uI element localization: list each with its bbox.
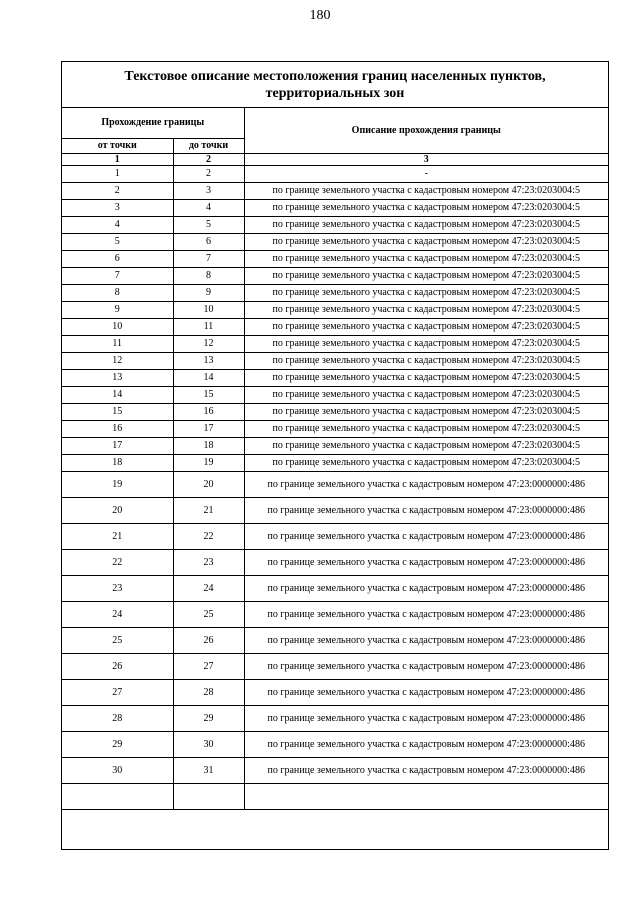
- to-point-cell: 20: [173, 471, 244, 497]
- table-row: [62, 386, 608, 403]
- description-cell: по границе земельного участка с кадастровым номером 47:23:0203004:5: [244, 301, 608, 318]
- description-cell: по границе земельного участка с кадастровым номером 47:23:0000000:486: [244, 575, 608, 601]
- to-point-cell: 17: [173, 420, 244, 437]
- to-point-cell: 26: [173, 627, 244, 653]
- description-cell: по границе земельного участка с кадастровым номером 47:23:0000000:486: [244, 653, 608, 679]
- to-point-cell: 25: [173, 601, 244, 627]
- to-point-cell: 14: [173, 369, 244, 386]
- table-row: [62, 369, 608, 386]
- to-point-cell: 8: [173, 267, 244, 284]
- table-row: [62, 705, 608, 731]
- from-point-cell: 3: [62, 199, 173, 216]
- to-point-cell: 15: [173, 386, 244, 403]
- table-row: [62, 575, 608, 601]
- table-row: [62, 403, 608, 420]
- from-point-cell: 19: [62, 471, 173, 497]
- table-row: [62, 182, 608, 199]
- from-point-cell: 29: [62, 731, 173, 757]
- document-title: Текстовое описание местоположения границ населенных пунктов, территориальных зон: [62, 62, 608, 108]
- table-row: [62, 679, 608, 705]
- table-row: [62, 523, 608, 549]
- to-point-cell: 9: [173, 284, 244, 301]
- to-point-header: до точки: [173, 138, 244, 153]
- description-cell: по границе земельного участка с кадастровым номером 47:23:0203004:5: [244, 182, 608, 199]
- description-cell: по границе земельного участка с кадастровым номером 47:23:0203004:5: [244, 267, 608, 284]
- table-row: [62, 216, 608, 233]
- table-row: [62, 601, 608, 627]
- to-point-cell: 31: [173, 757, 244, 783]
- description-cell: -: [244, 165, 608, 182]
- from-point-cell: 20: [62, 497, 173, 523]
- table-row: [62, 653, 608, 679]
- column-number: 3: [244, 153, 608, 165]
- to-point-cell: 13: [173, 352, 244, 369]
- to-point-cell: 2: [173, 165, 244, 182]
- to-point-cell: 23: [173, 549, 244, 575]
- from-point-cell: 16: [62, 420, 173, 437]
- table-row: [62, 301, 608, 318]
- table-row: [62, 549, 608, 575]
- column-number: 2: [173, 153, 244, 165]
- description-cell: по границе земельного участка с кадастровым номером 47:23:0000000:486: [244, 731, 608, 757]
- from-point-cell: 27: [62, 679, 173, 705]
- description-cell: по границе земельного участка с кадастровым номером 47:23:0203004:5: [244, 335, 608, 352]
- from-point-cell: 12: [62, 352, 173, 369]
- from-point-cell: 18: [62, 454, 173, 471]
- description-cell: по границе земельного участка с кадастровым номером 47:23:0203004:5: [244, 437, 608, 454]
- description-cell: по границе земельного участка с кадастровым номером 47:23:0203004:5: [244, 403, 608, 420]
- to-point-cell: 4: [173, 199, 244, 216]
- description-cell: по границе земельного участка с кадастровым номером 47:23:0203004:5: [244, 233, 608, 250]
- to-point-cell: 21: [173, 497, 244, 523]
- description-cell: по границе земельного участка с кадастровым номером 47:23:0000000:486: [244, 601, 608, 627]
- to-point-cell: [173, 783, 244, 809]
- from-point-cell: 13: [62, 369, 173, 386]
- table-row: [62, 471, 608, 497]
- from-point-cell: 10: [62, 318, 173, 335]
- passage-header: Прохождение границы: [62, 108, 244, 138]
- boundary-table: [62, 108, 608, 810]
- to-point-cell: 18: [173, 437, 244, 454]
- from-point-cell: 14: [62, 386, 173, 403]
- table-row: [62, 437, 608, 454]
- from-point-cell: 9: [62, 301, 173, 318]
- description-cell: по границе земельного участка с кадастровым номером 47:23:0203004:5: [244, 284, 608, 301]
- description-cell: по границе земельного участка с кадастровым номером 47:23:0203004:5: [244, 454, 608, 471]
- table-row: [62, 420, 608, 437]
- description-cell: по границе земельного участка с кадастровым номером 47:23:0203004:5: [244, 386, 608, 403]
- table-row: [62, 757, 608, 783]
- table-row: [62, 267, 608, 284]
- column-number: 1: [62, 153, 173, 165]
- from-point-header: от точки: [62, 138, 173, 153]
- document-frame: [61, 61, 609, 850]
- description-cell: по границе земельного участка с кадастровым номером 47:23:0000000:486: [244, 523, 608, 549]
- from-point-cell: 25: [62, 627, 173, 653]
- from-point-cell: 11: [62, 335, 173, 352]
- table-row: [62, 165, 608, 182]
- from-point-cell: 5: [62, 233, 173, 250]
- from-point-cell: 15: [62, 403, 173, 420]
- table-row: [62, 318, 608, 335]
- description-cell: по границе земельного участка с кадастровым номером 47:23:0000000:486: [244, 497, 608, 523]
- description-cell: по границе земельного участка с кадастровым номером 47:23:0000000:486: [244, 679, 608, 705]
- to-point-cell: 10: [173, 301, 244, 318]
- from-point-cell: 8: [62, 284, 173, 301]
- table-row: [62, 335, 608, 352]
- description-cell: по границе земельного участка с кадастровым номером 47:23:0203004:5: [244, 318, 608, 335]
- to-point-cell: 29: [173, 705, 244, 731]
- from-point-cell: 6: [62, 250, 173, 267]
- to-point-cell: 27: [173, 653, 244, 679]
- to-point-cell: 24: [173, 575, 244, 601]
- description-cell: по границе земельного участка с кадастровым номером 47:23:0000000:486: [244, 757, 608, 783]
- table-row: [62, 352, 608, 369]
- to-point-cell: 19: [173, 454, 244, 471]
- table-row: [62, 199, 608, 216]
- to-point-cell: 6: [173, 233, 244, 250]
- from-point-cell: [62, 783, 173, 809]
- to-point-cell: 7: [173, 250, 244, 267]
- table-row: [62, 731, 608, 757]
- to-point-cell: 11: [173, 318, 244, 335]
- description-cell: [244, 783, 608, 809]
- table-row: [62, 497, 608, 523]
- table-row: [62, 627, 608, 653]
- from-point-cell: 26: [62, 653, 173, 679]
- description-cell: по границе земельного участка с кадастровым номером 47:23:0203004:5: [244, 199, 608, 216]
- description-cell: по границе земельного участка с кадастровым номером 47:23:0000000:486: [244, 471, 608, 497]
- from-point-cell: 24: [62, 601, 173, 627]
- description-cell: по границе земельного участка с кадастровым номером 47:23:0203004:5: [244, 250, 608, 267]
- from-point-cell: 21: [62, 523, 173, 549]
- from-point-cell: 1: [62, 165, 173, 182]
- from-point-cell: 17: [62, 437, 173, 454]
- to-point-cell: 3: [173, 182, 244, 199]
- from-point-cell: 2: [62, 182, 173, 199]
- from-point-cell: 30: [62, 757, 173, 783]
- to-point-cell: 22: [173, 523, 244, 549]
- from-point-cell: 22: [62, 549, 173, 575]
- description-cell: по границе земельного участка с кадастровым номером 47:23:0000000:486: [244, 549, 608, 575]
- description-cell: по границе земельного участка с кадастровым номером 47:23:0203004:5: [244, 216, 608, 233]
- description-header: Описание прохождения границы: [244, 108, 608, 153]
- table-row: [62, 284, 608, 301]
- table-row: [62, 250, 608, 267]
- to-point-cell: 16: [173, 403, 244, 420]
- to-point-cell: 30: [173, 731, 244, 757]
- description-cell: по границе земельного участка с кадастровым номером 47:23:0000000:486: [244, 705, 608, 731]
- from-point-cell: 7: [62, 267, 173, 284]
- page-number: 180: [309, 8, 331, 23]
- to-point-cell: 12: [173, 335, 244, 352]
- table-row: [62, 233, 608, 250]
- description-cell: по границе земельного участка с кадастровым номером 47:23:0203004:5: [244, 369, 608, 386]
- from-point-cell: 28: [62, 705, 173, 731]
- table-row: [62, 783, 608, 809]
- from-point-cell: 23: [62, 575, 173, 601]
- description-cell: по границе земельного участка с кадастровым номером 47:23:0203004:5: [244, 352, 608, 369]
- from-point-cell: 4: [62, 216, 173, 233]
- description-cell: по границе земельного участка с кадастровым номером 47:23:0203004:5: [244, 420, 608, 437]
- description-cell: по границе земельного участка с кадастровым номером 47:23:0000000:486: [244, 627, 608, 653]
- to-point-cell: 5: [173, 216, 244, 233]
- table-row: [62, 454, 608, 471]
- to-point-cell: 28: [173, 679, 244, 705]
